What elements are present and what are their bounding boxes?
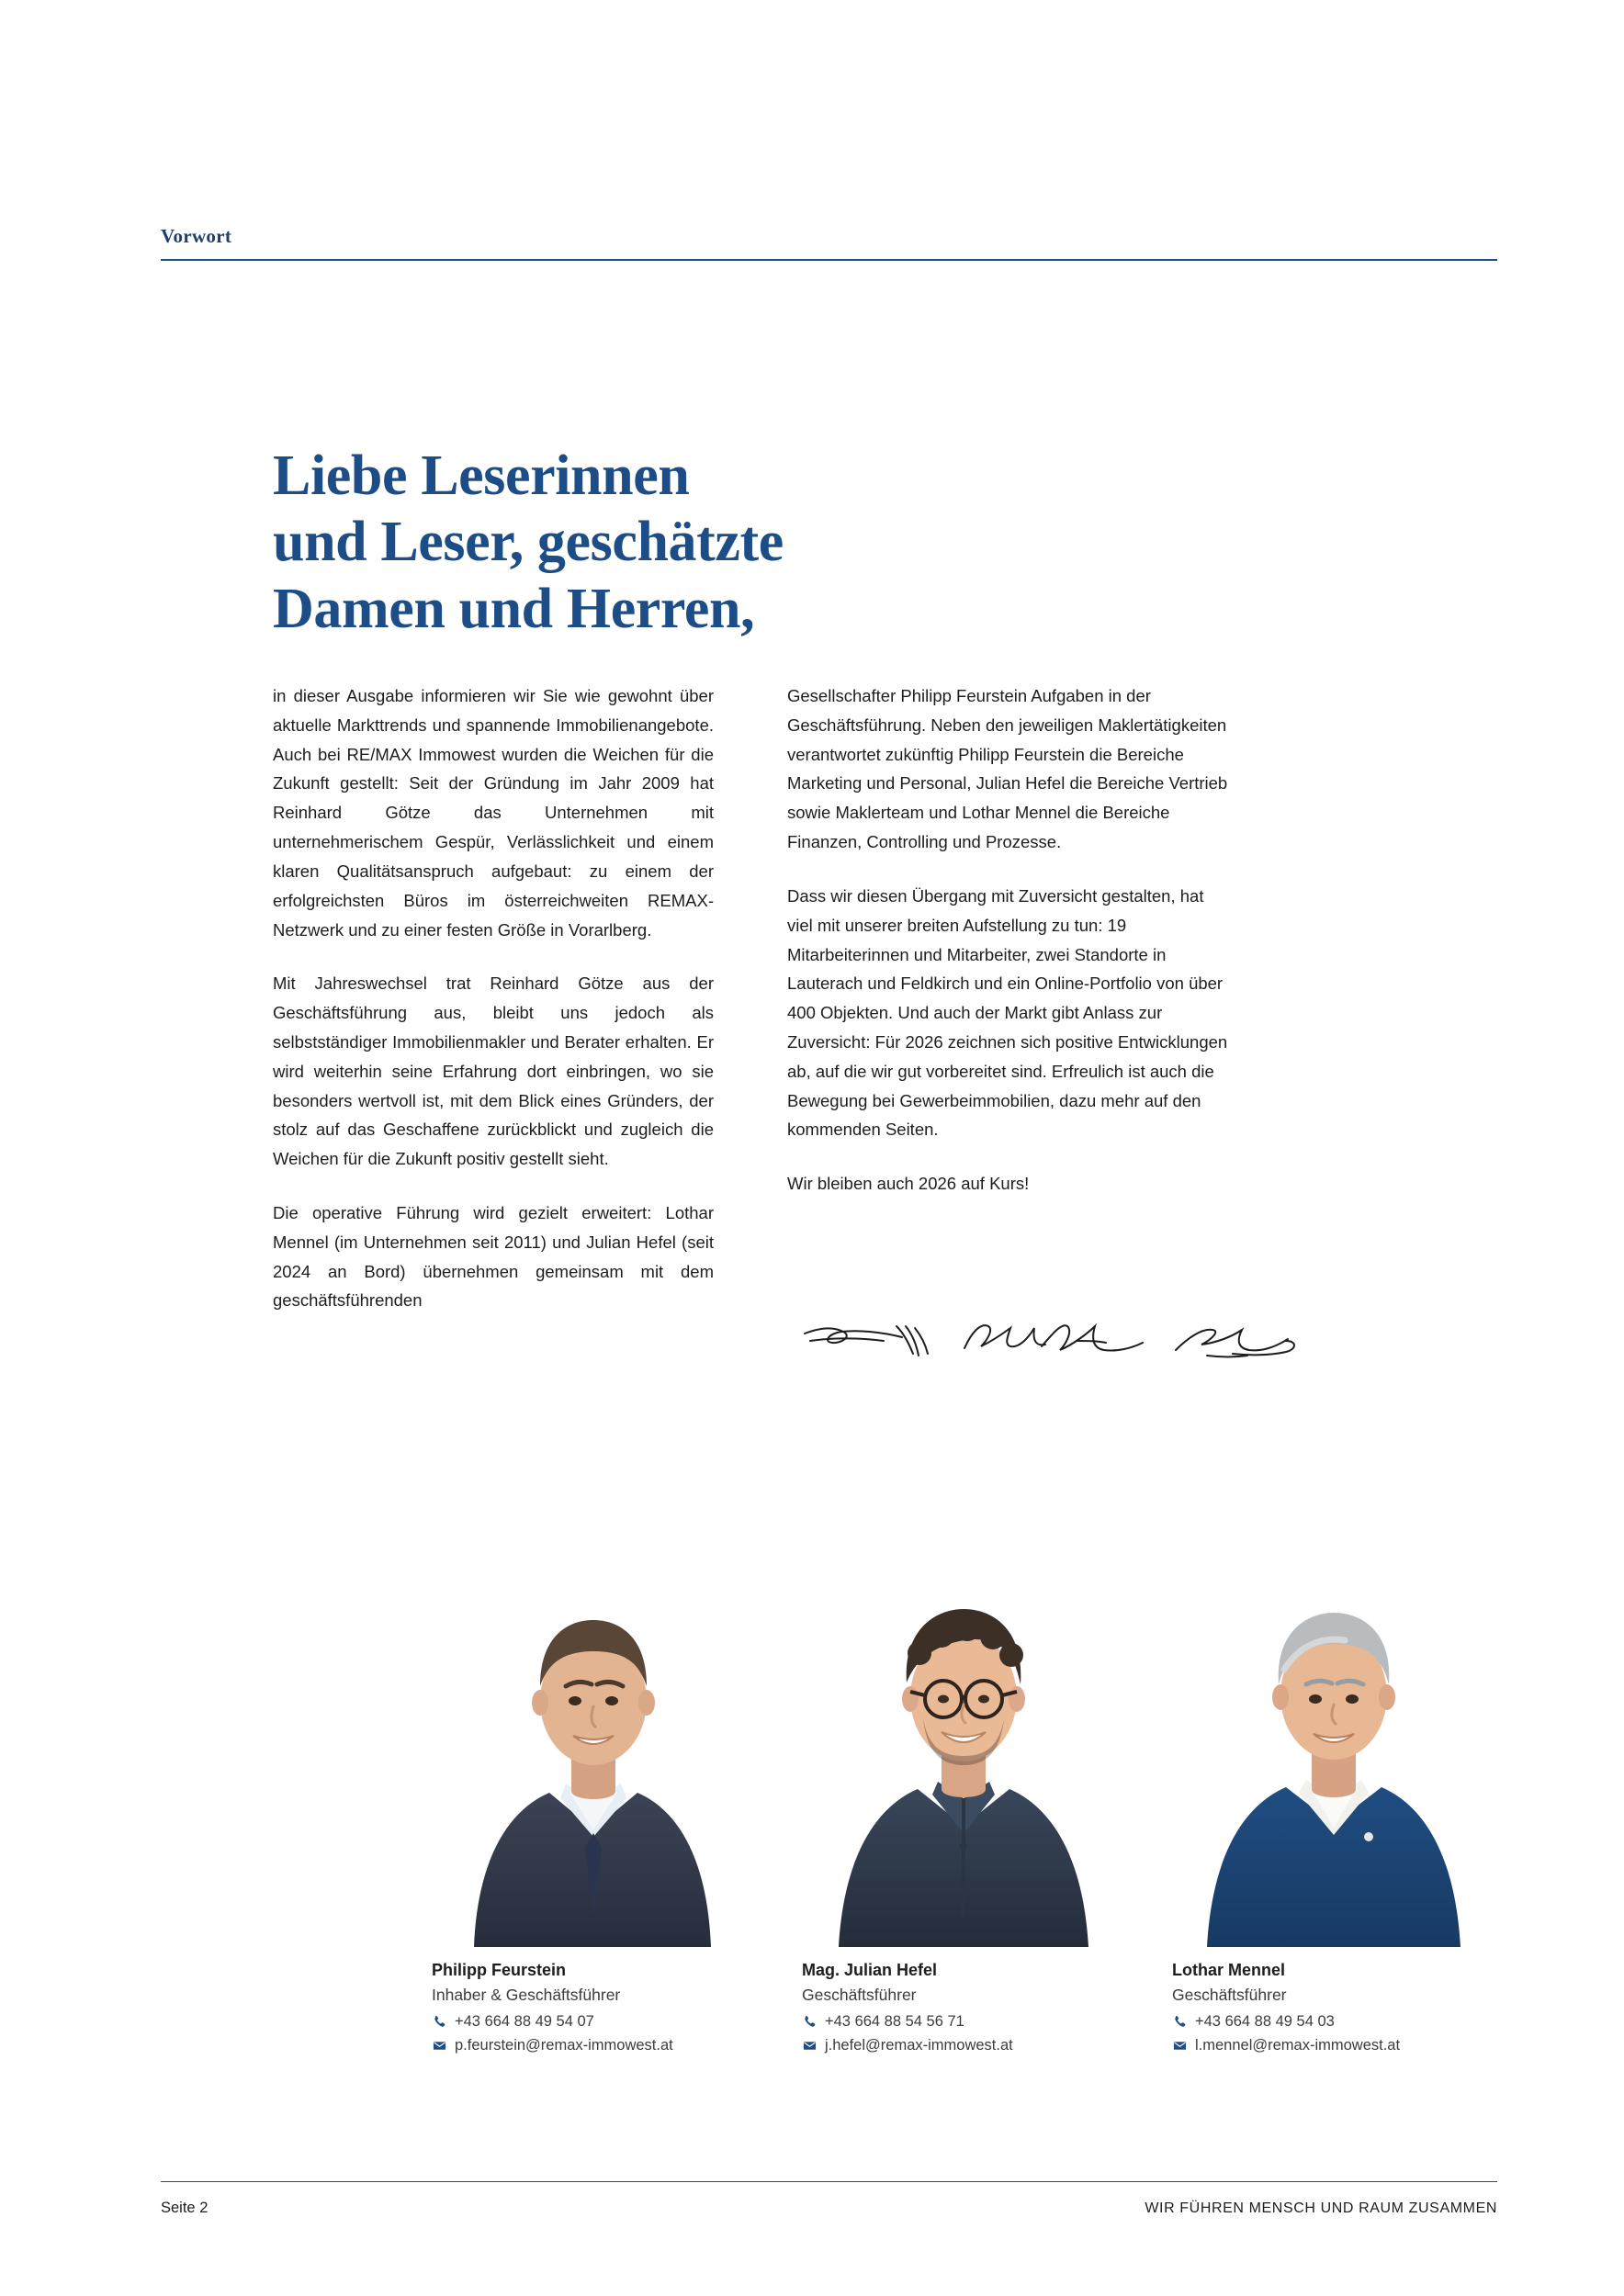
envelope-icon — [802, 2039, 817, 2054]
person-phone: +43 664 88 49 54 07 — [455, 2013, 594, 2030]
paragraph: Gesellschafter Philipp Feurstein Aufgaben in der Geschäftsführung. Neben den jeweiligen Maklertätigkeiten verantwortet zukünftig Philipp Feurstein die Bereiche Marketing und Personal, Julian Hefel die Bereiche Vertrieb sowie Maklerteam und Lothar Mennel die Bereiche Finanzen, Controlling und Prozesse. — [787, 686, 1228, 852]
envelope-icon — [432, 2039, 446, 2054]
phone-icon — [1172, 2015, 1187, 2030]
person-name: Lothar Mennel — [1172, 1961, 1286, 1979]
person-card — [432, 1961, 756, 2061]
page-title — [273, 443, 1100, 643]
page-footer — [161, 2200, 1497, 2217]
person-email: p.feurstein@remax-immowest.at — [455, 2037, 673, 2054]
page-title-line-3: Damen und Herren, — [273, 577, 755, 640]
person-name: Mag. Julian Hefel — [802, 1961, 938, 1979]
person-email-row[interactable] — [432, 2037, 756, 2054]
portrait-photo — [802, 1506, 1126, 1947]
page-title-line-2: und Leser, geschätzte — [273, 511, 784, 574]
paragraph: Wir bleiben auch 2026 auf Kurs! — [787, 1174, 1030, 1194]
portrait-photo — [1172, 1506, 1496, 1947]
phone-icon — [802, 2015, 817, 2030]
portrait-julian-hefel — [802, 1506, 1126, 1947]
person-phone: +43 664 88 49 54 03 — [1195, 2013, 1335, 2030]
envelope-icon — [1172, 2039, 1187, 2054]
portrait-lothar-mennel — [1172, 1506, 1496, 1947]
person-name: Philipp Feurstein — [432, 1961, 567, 1979]
person-email: j.hefel@remax-immowest.at — [825, 2037, 1013, 2054]
page-title-line-1: Liebe Leserinnen — [273, 444, 690, 507]
person-role: Inhaber & Geschäftsführer — [432, 1986, 621, 2004]
person-email-row[interactable] — [1172, 2037, 1496, 2054]
page-number: Seite 2 — [161, 2200, 209, 2216]
portrait-philipp-feurstein — [432, 1506, 756, 1947]
paragraph: Mit Jahreswechsel trat Reinhard Götze aus der Geschäftsführung aus, bleibt uns jedoch als selbstständiger Immobilienmakler und Berater erhalten. Er wird weiterhin seine Erfahrung dort einbringen, wo sie besonders wertvoll ist, mit dem Blick eines Gründers, der stolz auf das Geschaffene zurückblickt und zugleich die Weichen für die Zukunft positiv gestellt sieht. — [273, 974, 714, 1169]
paragraph: in dieser Ausgabe informieren wir Sie wie gewohnt über aktuelle Markttrends und spannende Immobilienangebote. Auch bei RE/MAX Immowest wurden die Weichen für die Zukunft gestellt: Seit der Gründung im Jahr 2009 hat Reinhard Götze das Unternehmen mit unternehmerischem Gespür, Verlässlichkeit und einem klaren Qualitätsanspruch aufgebaut: zu einem der erfolgreichsten Büros im österreichweiten REMAX-Netzwerk und zu einer festen Größe in Vorarlberg. — [273, 686, 714, 940]
signature-block — [801, 1313, 1315, 1387]
person-role: Geschäftsführer — [1172, 1986, 1287, 2004]
header-divider — [161, 259, 1497, 261]
portrait-photo — [432, 1506, 756, 1947]
editorial-body — [273, 681, 1302, 1315]
person-phone-row[interactable] — [1172, 2013, 1496, 2031]
section-label: Vorwort — [161, 225, 232, 247]
page-header — [161, 225, 1497, 261]
person-phone-row[interactable] — [802, 2013, 1126, 2031]
footer-divider — [161, 2181, 1497, 2182]
contact-row — [432, 1961, 1497, 2061]
text-column-left — [273, 681, 714, 1315]
portrait-row — [432, 1506, 1497, 1947]
text-column-right — [787, 681, 1228, 1315]
paragraph: Dass wir diesen Übergang mit Zuversicht gestalten, hat viel mit unserer breiten Aufstellung zu tun: 19 Mitarbeiterinnen und Mitarbeiter, zwei Standorte in Lauterach und Feldkirch und ein Online-Portfolio von über 400 Objekten. Und auch der Markt gibt Anlass zur Zuversicht: Für 2026 zeichnen sich positive Entwicklungen ab, auf die wir gut vorbereitet sind. Erfreulich ist auch die Bewegung bei Gewerbeimmobilien, dazu mehr auf den kommenden Seiten. — [787, 885, 1228, 1140]
person-email: l.mennel@remax-immowest.at — [1195, 2037, 1401, 2054]
handwritten-signatures-icon — [801, 1313, 1315, 1387]
person-phone: +43 664 88 54 56 71 — [825, 2013, 964, 2030]
person-card — [802, 1961, 1126, 2061]
phone-icon — [432, 2015, 446, 2030]
person-email-row[interactable] — [802, 2037, 1126, 2054]
footer-tagline: WIR FÜHREN MENSCH UND RAUM ZUSAMMEN — [1145, 2200, 1497, 2216]
person-card — [1172, 1961, 1496, 2061]
person-phone-row[interactable] — [432, 2013, 756, 2031]
paragraph: Die operative Führung wird gezielt erweitert: Lothar Mennel (im Unternehmen seit 2011) und Julian Hefel (seit 2024 an Bord) übernehmen gemeinsam mit dem geschäftsführenden — [273, 1203, 714, 1311]
person-role: Geschäftsführer — [802, 1986, 917, 2004]
